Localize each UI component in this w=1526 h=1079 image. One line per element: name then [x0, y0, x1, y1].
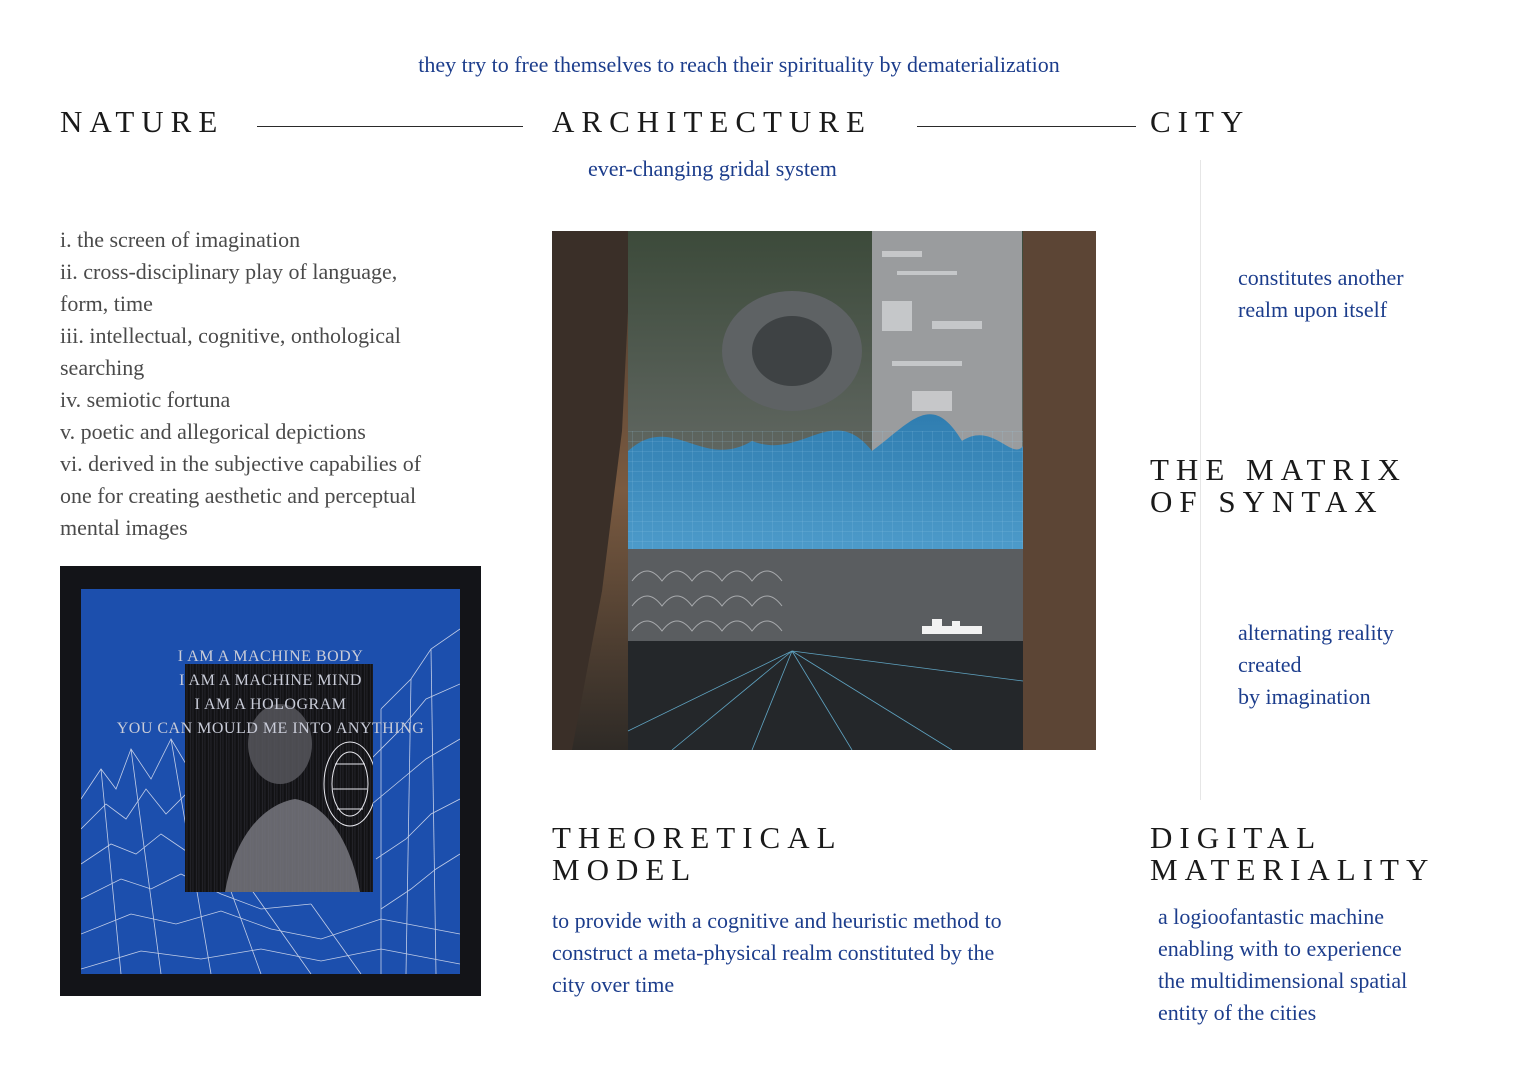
tagline: they try to free themselves to reach their spirituality by dematerialization [418, 52, 1060, 77]
text-line: city over time [552, 972, 675, 997]
poster-canvas [81, 589, 460, 974]
poster-line: I AM A MACHINE MIND [179, 672, 362, 689]
note-line: created [1238, 652, 1302, 677]
heading-line: THEORETICAL [552, 820, 843, 855]
list-item: iii. intellectual, cognitive, onthological [60, 323, 401, 348]
text-line: enabling with to experience [1158, 936, 1402, 961]
heading-line: DIGITAL [1150, 820, 1323, 855]
city-note-reality [1238, 617, 1394, 713]
text-line: entity of the cities [1158, 1000, 1317, 1025]
architecture-collage-image [552, 231, 1096, 750]
poster-text [81, 645, 460, 741]
poster-line: I AM A HOLOGRAM [194, 696, 347, 713]
list-item: one for creating aesthetic and perceptual [60, 483, 417, 508]
heading-line: MODEL [552, 852, 698, 887]
heading-line: MATERIALITY [1150, 852, 1436, 887]
list-item: i. the screen of imagination [60, 227, 301, 252]
text-line: a logioofantastic machine [1158, 904, 1385, 929]
text-line: construct a meta-physical realm constituted by the [552, 940, 995, 965]
poster-line: YOU CAN MOULD ME INTO ANYTHING [116, 720, 425, 737]
heading-nature: NATURE [60, 104, 225, 139]
list-item: form, time [60, 291, 153, 316]
heading-architecture: ARCHITECTURE [552, 104, 872, 139]
theoretical-description [552, 905, 1092, 1001]
nature-list [60, 224, 500, 544]
note-line: alternating reality [1238, 620, 1394, 645]
heading-line: THE MATRIX [1150, 452, 1407, 487]
text-line: to provide with a cognitive and heuristic method to [552, 908, 1002, 933]
heading-matrix-of-syntax [1150, 454, 1407, 518]
subtitle: ever-changing gridal system [588, 156, 837, 181]
list-item: v. poetic and allegorical depictions [60, 419, 366, 444]
collage-graphic [552, 231, 1096, 750]
heading-city: CITY [1150, 104, 1251, 139]
hologram-poster [60, 566, 481, 996]
list-item: iv. semiotic fortuna [60, 387, 231, 412]
digital-description [1158, 901, 1478, 1029]
city-note-realm [1238, 262, 1404, 326]
poster-line: I AM A MACHINE BODY [177, 648, 364, 665]
heading-line: OF SYNTAX [1150, 484, 1384, 519]
divider-right [917, 126, 1136, 127]
list-item: searching [60, 355, 145, 380]
list-item: ii. cross-disciplinary play of language, [60, 259, 398, 284]
note-line: by imagination [1238, 684, 1371, 709]
note-line: constitutes another [1238, 265, 1404, 290]
list-item: vi. derived in the subjective capabilies of [60, 451, 422, 476]
list-item: mental images [60, 515, 188, 540]
divider-left [257, 126, 523, 127]
heading-digital-materiality [1150, 822, 1435, 886]
heading-theoretical-model [552, 822, 843, 886]
text-line: the multidimensional spatial [1158, 968, 1408, 993]
note-line: realm upon itself [1238, 297, 1388, 322]
